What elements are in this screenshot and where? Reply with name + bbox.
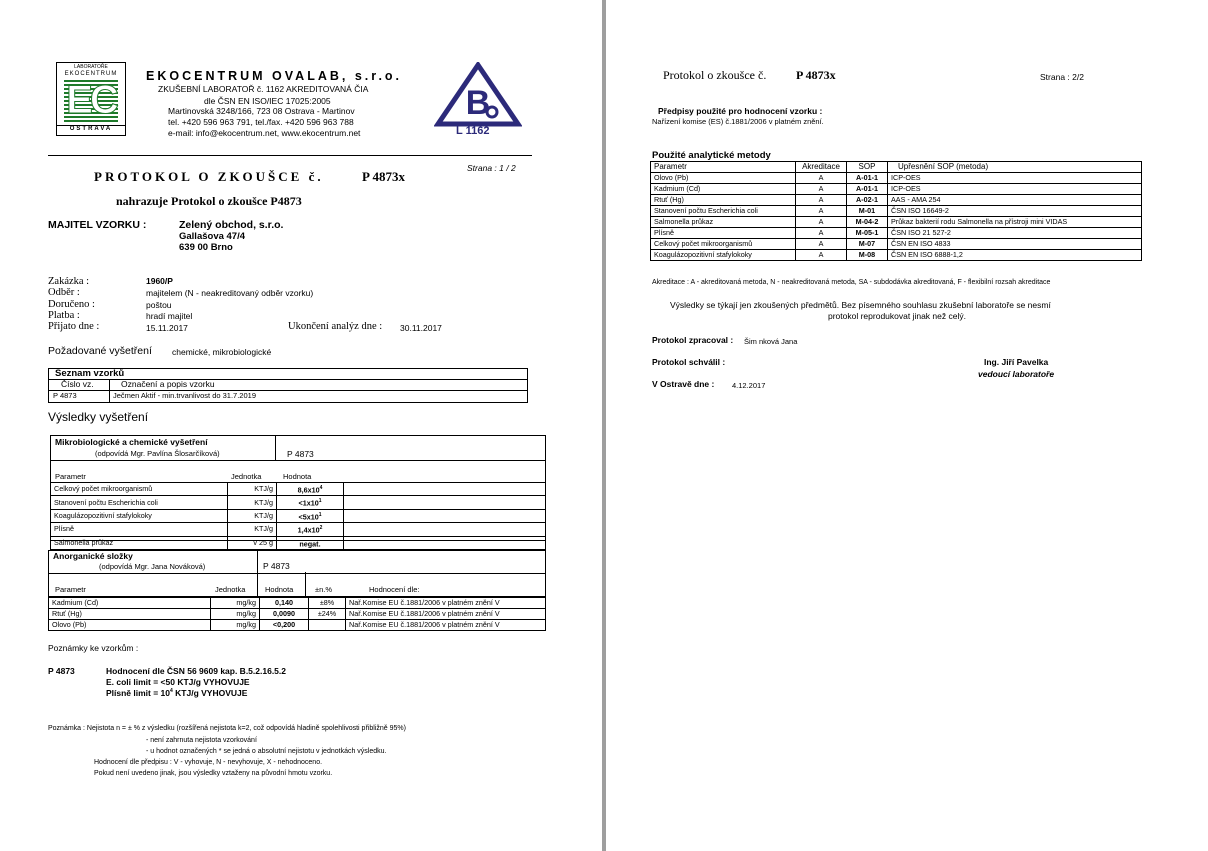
zakazka-label: Zakázka : [48,276,90,287]
method-accred: A [796,173,847,184]
method-param: Plísně [651,228,796,239]
protocol-title: PROTOKOL O ZKOUŠCE č. [94,169,324,184]
owner-label: MAJITEL VZORKU : [48,219,147,231]
inorganic-param: Rtuť (Hg) [49,609,211,620]
inorganic-col-headers [48,572,546,597]
micro-param: Celkový počet mikroorganismů [51,483,228,496]
methods-col-accred: Akreditace [796,162,847,173]
micro-responsible: (odpovídá Mgr. Pavlína Šlosarčíková) [95,449,220,458]
micro-param: Stanovení počtu Escherichia coli [51,496,228,509]
inorganic-unit: mg/kg [211,609,260,620]
header-divider [48,155,532,156]
methods-row [651,206,1142,217]
logo-bottom-text: OSTRAVA [57,125,125,132]
methods-row [651,195,1142,206]
micro-unit: KTJ/g [228,483,277,496]
inorganic-sample-id: P 4873 [263,561,290,571]
inorganic-unit: mg/kg [211,620,260,631]
owner-name: Zelený obchod, s.r.o. [179,219,284,231]
inorganic-value: 0,140 [260,598,309,609]
footnote-evaluation-legend: Hodnocení dle předpisu : V - vyhovuje, N - nevyhovuje, X - nehodnoceno. [94,759,323,766]
method-param: Celkový počet mikroorganismů [651,239,796,250]
issue-date: 4.12.2017 [732,381,766,390]
micro-value: $8,6x10^4$ [277,483,344,496]
protocol-page-1 [0,0,602,851]
method-sop: M-04-2 [847,217,888,228]
micro-title: Mikrobiologické a chemické vyšetření [55,437,208,447]
inorganic-col-uncertainty: ±n.% [315,585,333,594]
methods-row [651,239,1142,250]
note-ecoli-limit: E. coli limit = <50 KTJ/g VYHOVUJE [106,677,250,687]
inorganic-col-value: Hodnota [265,585,294,594]
methods-table [650,161,1142,261]
method-param: Olovo (Pb) [651,173,796,184]
method-param: Stanovení počtu Escherichia coli [651,206,796,217]
method-sop: M-07 [847,239,888,250]
micro-col-param: Parametr [55,472,86,481]
sample-col-desc: Označení a popis vzorku [121,379,215,389]
footnote-basis: Pokud není uvedeno jinak, jsou výsledky vztaženy na původní hmotu vzorku. [94,770,333,777]
odber-label: Odběr : [48,287,80,298]
processed-by-label: Protokol zpracoval : [652,335,734,345]
note-standard: Hodnocení dle ČSN 56 9609 kap. B.5.2.16.5.2 [106,666,286,676]
methods-row [651,228,1142,239]
odber-value: majitelem (N - neakreditovaný odběr vzorku) [146,288,314,298]
sample-description: Ječmen Aktif - min.trvanlivost do 31.7.2019 [113,391,256,400]
methods-row [651,217,1142,228]
inorganic-uncertainty: ±8% [309,598,346,609]
prijato-value: 15.11.2017 [146,323,188,333]
method-spec: ČSN EN ISO 6888-1,2 [888,250,1142,261]
method-sop: A-01-1 [847,173,888,184]
lab-standard-line: dle ČSN EN ISO/IEC 17025:2005 [204,96,331,106]
protocol-number-p2: P 4873x [796,68,836,82]
requested-tests-label: Požadované vyšetření [48,345,152,357]
micro-value: negat. [277,536,344,549]
platba-value: hradí majitel [146,311,193,321]
micro-row [51,496,546,509]
ukonceni-label: Ukončení analýz dne : [288,321,383,332]
micro-row [51,509,546,522]
inorganic-results-rows [48,597,546,631]
micro-param: Koagulázopozitivní stafylokoky [51,509,228,522]
results-title: Výsledky vyšetření [48,410,149,424]
owner-city: 639 00 Brno [179,242,233,253]
inorganic-header [48,550,546,574]
method-sop: A-01-1 [847,184,888,195]
micro-unit: KTJ/g [228,509,277,522]
sample-list-table [48,368,528,403]
method-spec: ICP-OES [888,184,1142,195]
micro-row [51,523,546,536]
doruceno-value: poštou [146,300,172,310]
cia-accreditation-logo [434,62,522,130]
inorganic-unit: mg/kg [211,598,260,609]
date-label: V Ostravě dne : [652,379,715,389]
lab-email-web: e-mail: info@ekocentrum.net, www.ekocentrum.net [168,128,361,138]
inorganic-value: <0,200 [260,620,309,631]
approved-by-label: Protokol schválil : [652,357,726,367]
micro-sample-id: P 4873 [287,449,314,459]
ekocentrum-logo [56,62,126,136]
regulations-title: Předpisy použité pro hodnocení vzorku : [658,106,823,116]
prijato-label: Přijato dne : [48,321,100,332]
method-accred: A [796,184,847,195]
method-spec: AAS - AMA 254 [888,195,1142,206]
owner-street: Gallašova 47/4 [179,231,246,242]
method-accred: A [796,217,847,228]
inorganic-uncertainty [309,620,346,631]
method-sop: M-05-1 [847,228,888,239]
approver-name: Ing. Jiří Pavelka [984,357,1049,367]
protocol-number: P 4873x [362,169,405,184]
inorganic-col-unit: Jednotka [215,585,246,594]
method-accred: A [796,250,847,261]
method-param: Koagulázopozitivní stafylokoky [651,250,796,261]
sample-col-number: Číslo vz. [61,379,94,389]
methods-row [651,173,1142,184]
method-accred: A [796,239,847,250]
ukonceni-value: 30.11.2017 [400,323,442,333]
protocol-page-2 [606,0,1208,851]
note-sample-id: P 4873 [48,666,75,676]
inorganic-param: Kadmium (Cd) [49,598,211,609]
platba-label: Platba : [48,310,80,321]
accreditation-legend: Akreditace : A - akreditovaná metoda, N - neakreditovaná metoda, SA - subdodávka akreditovaná, F - flexibilní rozsah akreditace [652,279,1051,286]
svg-text:B: B [465,84,491,122]
micro-col-value: Hodnota [283,472,312,481]
micro-unit: KTJ/g [228,496,277,509]
footnote-uncertainty: Poznámka : Nejistota n = ± % z výsledku (rozšířená nejistota k=2, což odpovídá hladině spolehlivosti přibližně 95%) [48,725,406,732]
lab-address: Martinovská 3248/166, 723 08 Ostrava - Martinov [168,106,355,116]
method-accred: A [796,228,847,239]
approver-role: vedoucí laboratoře [978,369,1055,379]
micro-row [51,483,546,496]
doruceno-label: Doručeno : [48,299,95,310]
micro-row [51,536,546,549]
methods-row [651,250,1142,261]
inorganic-col-evaluation: Hodnocení dle: [369,585,420,594]
inorganic-row [49,620,546,631]
methods-row [651,184,1142,195]
notes-label: Poznámky ke vzorkům : [48,643,139,653]
method-param: Salmonella průkaz [651,217,796,228]
logo-letters: EC [66,78,116,122]
micro-unit: v 25 g [228,536,277,549]
inorganic-title: Anorganické složky [53,551,133,561]
method-sop: A-02-1 [847,195,888,206]
inorganic-value: 0,0090 [260,609,309,620]
method-spec: ICP-OES [888,173,1142,184]
company-name: EKOCENTRUM OVALAB, s.r.o. [146,69,403,83]
inorganic-row [49,609,546,620]
inorganic-col-param: Parametr [55,585,86,594]
inorganic-evaluation: Nař.Komise EU č.1881/2006 v platném znění V [346,609,546,620]
footnote-sampling: - není zahrnuta nejistota vzorkování [146,737,257,744]
disclaimer-line2: protokol reprodukovat jinak než celý. [828,311,966,321]
micro-value: $1,4x10^2$ [277,523,344,536]
logo-middle-text: EKOCENTRUM [64,71,118,77]
disclaimer-line1: Výsledky se týkají jen zkoušených předmětů. Bez písemného souhlasu zkušební laboratoře se nesmí [670,300,1051,310]
protocol-subtitle: nahrazuje Protokol o zkoušce P4873 [116,194,302,208]
micro-value: $<1x10^1$ [277,496,344,509]
micro-param: Salmonella průkaz [51,536,228,549]
lab-accreditation-line: ZKUŠEBNÍ LABORATOŘ č. 1162 AKREDITOVANÁ ČIA [158,84,369,94]
methods-col-sop: SOP [847,162,888,173]
regulations-text: Nařízení komise (ES) č.1881/2006 v platném znění. [652,117,824,126]
note-mold-limit: Plísně limit = $10^4$ KTJ/g VYHOVUJE [106,688,248,698]
method-spec: ČSN ISO 16649-2 [888,206,1142,217]
micro-unit: KTJ/g [228,523,277,536]
methods-col-param: Parametr [651,162,796,173]
method-param: Kadmium (Cd) [651,184,796,195]
inorganic-evaluation: Nař.Komise EU č.1881/2006 v platném znění V [346,620,546,631]
logo-top-text: LABORATOŘE [74,64,108,70]
sample-number: P 4873 [53,391,77,400]
page-number-p2: Strana : 2/2 [1040,72,1084,82]
micro-col-unit: Jednotka [231,472,262,481]
method-spec: ČSN ISO 21 527-2 [888,228,1142,239]
method-accred: A [796,195,847,206]
method-param: Rtuť (Hg) [651,195,796,206]
micro-results-rows [50,482,546,550]
method-spec: Průkaz bakterií rodu Salmonella na přístroji mini VIDAS [888,217,1142,228]
micro-value: $<5x10^1$ [277,509,344,522]
inorganic-param: Olovo (Pb) [49,620,211,631]
protocol-title-p2: Protokol o zkoušce č. [663,68,767,82]
inorganic-uncertainty: ±24% [309,609,346,620]
inorganic-evaluation: Nař.Komise EU č.1881/2006 v platném znění V [346,598,546,609]
method-spec: ČSN EN ISO 4833 [888,239,1142,250]
footnote-absolute: - u hodnot označených * se jedná o absolutní nejistotu v jednotkách výsledku. [146,748,387,755]
accreditation-number: L 1162 [456,125,490,137]
method-accred: A [796,206,847,217]
inorganic-responsible: (odpovídá Mgr. Jana Nováková) [99,562,206,571]
lab-phone: tel. +420 596 963 791, tel./fax. +420 596 963 788 [168,117,354,127]
method-sop: M-01 [847,206,888,217]
inorganic-row [49,598,546,609]
micro-param: Plísně [51,523,228,536]
page-number: Strana : 1 / 2 [467,163,516,173]
methods-header-row [651,162,1142,173]
methods-title: Použité analytické metody [652,150,771,161]
processed-by-name: Šim nková Jana [744,337,798,346]
zakazka-value: 1960/P [146,276,173,286]
methods-col-spec: Upřesnění SOP (metoda) [888,162,1142,173]
sample-list-title: Seznam vzorků [55,368,125,379]
method-sop: M-08 [847,250,888,261]
requested-tests-value: chemické, mikrobiologické [172,347,272,357]
